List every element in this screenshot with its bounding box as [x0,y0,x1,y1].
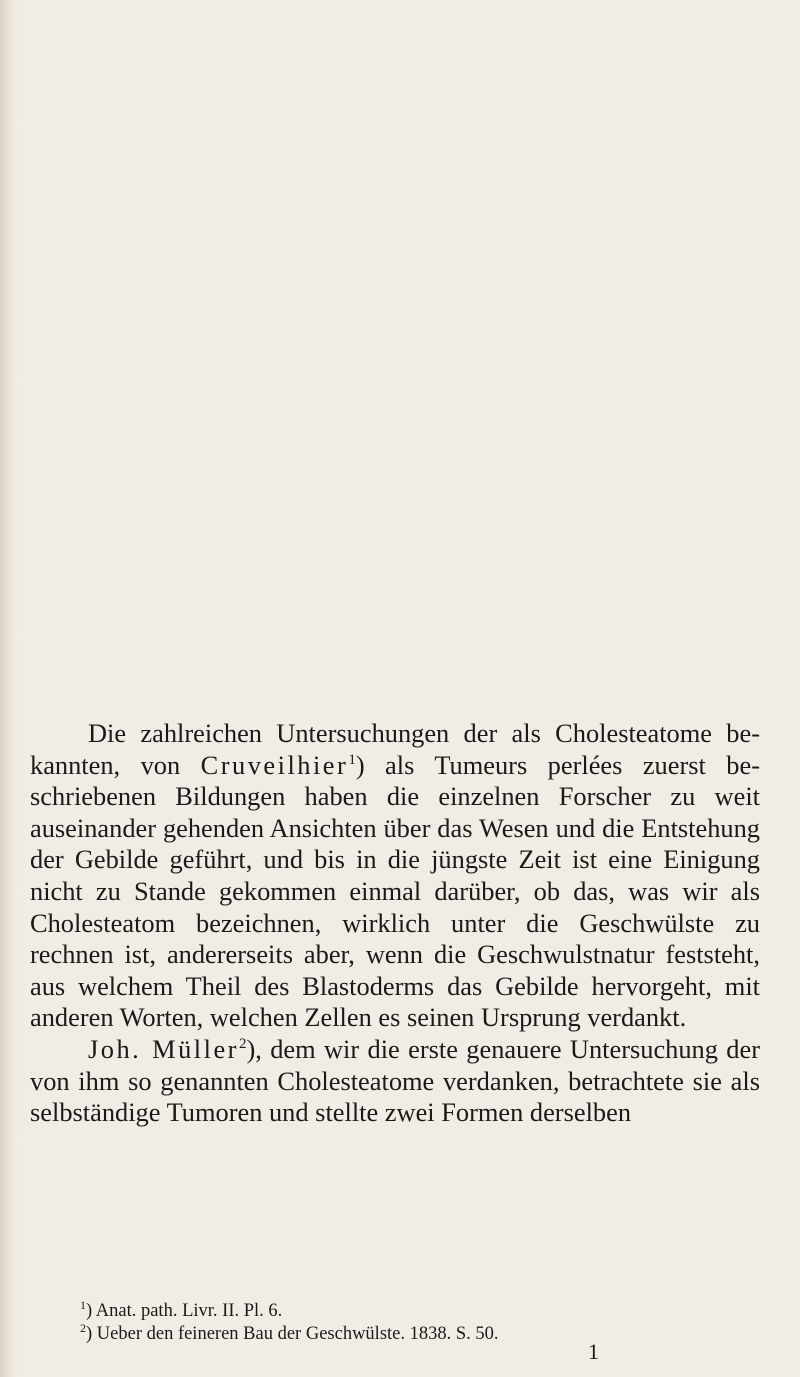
footnote-1 [80,1300,720,1323]
footnote-reference-1: 1 [348,751,356,768]
paragraph-2 [30,1034,760,1129]
page-number: 1 [588,1339,599,1364]
page-gutter-shadow [0,0,18,1377]
footnote-2 [80,1323,720,1346]
author-name-mueller: Joh. Müller [88,1033,239,1064]
paragraph-2-text: ), dem wir die erste genauere Untersuchung der von ihm so genannten Cholesteatome verdanken, betrachtete sie als selbständige Tumoren und stellte zwei Formen derselben [30,1033,761,1128]
author-name-cruveilhier: Cruveilhier [200,749,349,780]
paragraph-1 [30,718,760,1034]
footnotes [80,1300,720,1346]
paragraph-1-opening: Die zahlreichen Untersuchungen der als Cholesteatome bekannten, von [30,718,760,780]
footnote-text-1: ) Anat. path. Livr. II. Pl. 6. [86,1301,283,1321]
paragraph-1-continuation: ) als Tumeurs perlées zuerst beschriebenen Bildungen haben die einzelnen Forscher zu weit auseinander gehenden Ansichten über das Wesen und die Entstehung der Gebilde geführt, und bis in die jüngste Zeit ist eine Einigung nicht zu Stande gekommen einmal darüber, ob das, was wir als Cholesteatom bezeichnen, wirklich unter die Geschwülste zu rechnen ist, andererseits aber, wenn die Geschwulstnatur feststeht, aus welchem Theil des Blastoderms das Gebilde hervorgeht, mit anderen Worten, welchen Zellen es seinen Ursprung verdankt. [30,749,761,1033]
footnote-text-2: ) Ueber den feineren Bau der Geschwülste. 1838. S. 50. [86,1324,499,1344]
footnote-reference-2: 2 [238,1035,247,1052]
footnote-marker-2: 2 [80,1321,86,1335]
footnote-marker-1: 1 [80,1298,86,1312]
main-text-block [30,718,760,1129]
